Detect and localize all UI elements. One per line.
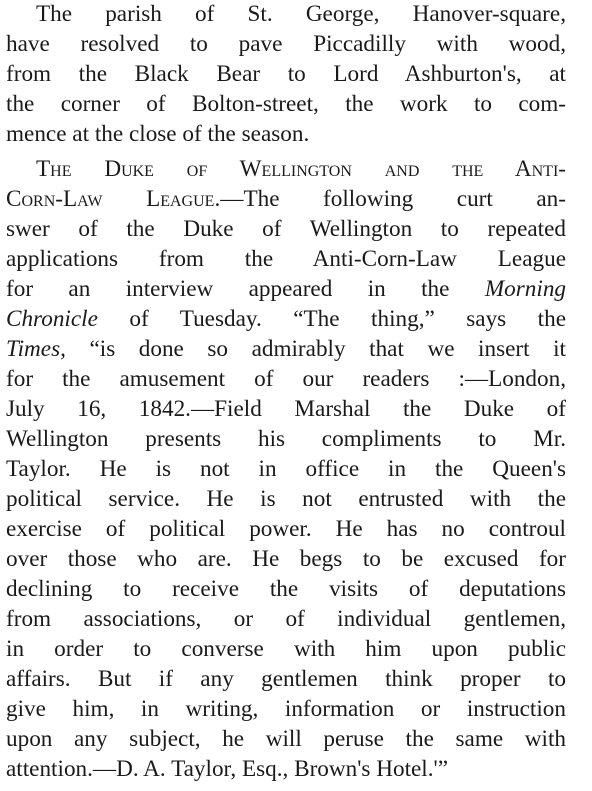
paragraph2-text: of Tuesday. “The thing,” says the	[97, 306, 566, 332]
paragraph2-line: from associations, or of individual gentlemen,	[6, 606, 566, 632]
article-heading: The Duke of Wellington and the Anti-	[36, 156, 566, 182]
paragraph1-line: from the Black Bear to Lord Ashburton's, at	[6, 61, 566, 87]
paragraph2-line: swer of the Duke of Wellington to repeated	[6, 216, 566, 242]
newspaper-title: Morning	[484, 276, 566, 302]
paragraph2-line: in order to converse with him upon public	[6, 636, 566, 662]
paragraph2-line	[6, 275, 566, 303]
paragraph2-text: —The following curt an-	[220, 186, 566, 212]
paragraph2-line: over those who are. He begs to be excused for	[6, 546, 566, 572]
paragraph2-line: affairs. But if any gentlemen think proper to	[6, 666, 566, 692]
paragraph2-line: for the amusement of our readers :—London,	[6, 366, 566, 392]
paragraph2-line: give him, in writing, information or instruction	[6, 696, 566, 722]
paragraph2-line	[6, 335, 566, 363]
paragraph1-line: mence at the close of the season.	[6, 121, 310, 147]
paragraph2-line: Taylor. He is not in office in the Queen's	[6, 456, 566, 482]
article-heading-continued: Corn-Law League.	[6, 186, 221, 212]
paragraph2-line: attention.—D. A. Taylor, Esq., Brown's Hotel.'”	[6, 756, 449, 782]
paragraph2-text: for an interview appeared in the	[6, 276, 485, 302]
paragraph2-line: Wellington presents his compliments to Mr.	[6, 426, 566, 452]
newspaper-title: Times,	[6, 336, 66, 362]
paragraph2-line: applications from the Anti-Corn-Law League	[6, 246, 566, 272]
paragraph1-line: have resolved to pave Piccadilly with wood,	[6, 31, 566, 57]
paragraph1-line: the corner of Bolton-street, the work to com-	[6, 91, 566, 117]
paragraph1-line: The parish of St. George, Hanover-square,	[36, 1, 566, 27]
paragraph2-line: exercise of political power. He has no controul	[6, 516, 566, 542]
paragraph2-line: July 16, 1842.—Field Marshal the Duke of	[6, 396, 566, 422]
paragraph2-line	[6, 185, 566, 213]
paragraph2-line	[6, 305, 566, 333]
paragraph2-line: political service. He is not entrusted with the	[6, 486, 566, 512]
paragraph2-line: declining to receive the visits of deputations	[6, 576, 566, 602]
paragraph2-line: upon any subject, he will peruse the same with	[6, 726, 566, 752]
paragraph2-text: “is done so admirably that we insert it	[65, 336, 566, 362]
newspaper-title: Chronicle	[6, 306, 98, 332]
